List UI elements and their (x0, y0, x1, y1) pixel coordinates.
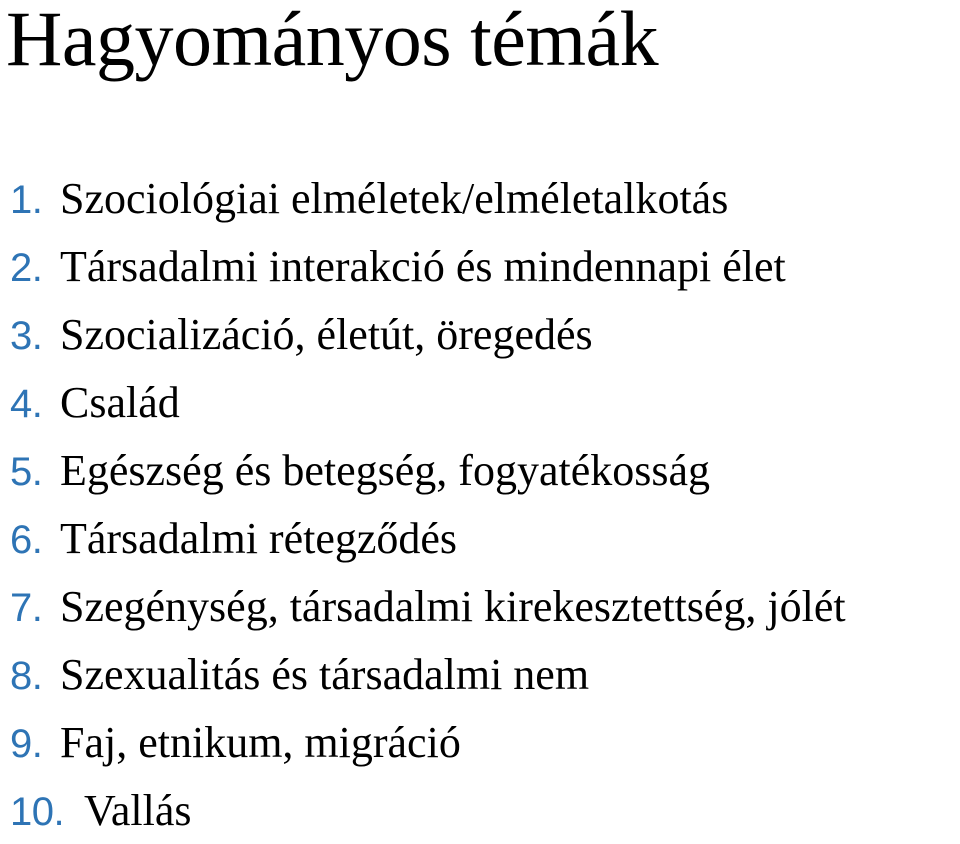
page-title: Hagyományos témák (6, 0, 659, 82)
list-item-number: 9. (10, 722, 43, 766)
list-item-number: 5. (10, 450, 43, 494)
list-item (10, 514, 457, 565)
list-item-label: Szociológiai elméletek/elméletalkotás (60, 174, 729, 223)
list-item-number: 10. (10, 790, 65, 834)
list-item-label: Szegénység, társadalmi kirekesztettség, jólét (60, 582, 846, 631)
list-item-label: Társadalmi rétegződés (60, 514, 458, 563)
list-item-number: 3. (10, 314, 43, 358)
list-item-number: 6. (10, 518, 43, 562)
list-item-number: 8. (10, 654, 43, 698)
list-item-number: 2. (10, 246, 43, 290)
list-item (10, 242, 786, 293)
list-item-label: Faj, etnikum, migráció (60, 718, 461, 767)
list-item-number: 7. (10, 586, 43, 630)
list-item-label: Egészség és betegség, fogyatékosság (60, 446, 711, 495)
list-item (10, 446, 710, 497)
list-item-number: 1. (10, 178, 43, 222)
list-item (10, 650, 589, 701)
list-item-label: Társadalmi interakció és mindennapi élet (60, 242, 786, 291)
list-item-label: Szexualitás és társadalmi nem (60, 650, 590, 699)
list-item (10, 582, 846, 633)
list-item (10, 718, 461, 769)
list-item-number: 4. (10, 382, 43, 426)
list-item-label: Vallás (84, 786, 192, 835)
list-item (10, 174, 728, 225)
list-item-label: Család (60, 378, 180, 427)
list-item (10, 786, 192, 837)
list-item-label: Szocializáció, életút, öregedés (60, 310, 593, 359)
list-item (10, 378, 180, 429)
list-item (10, 310, 593, 361)
